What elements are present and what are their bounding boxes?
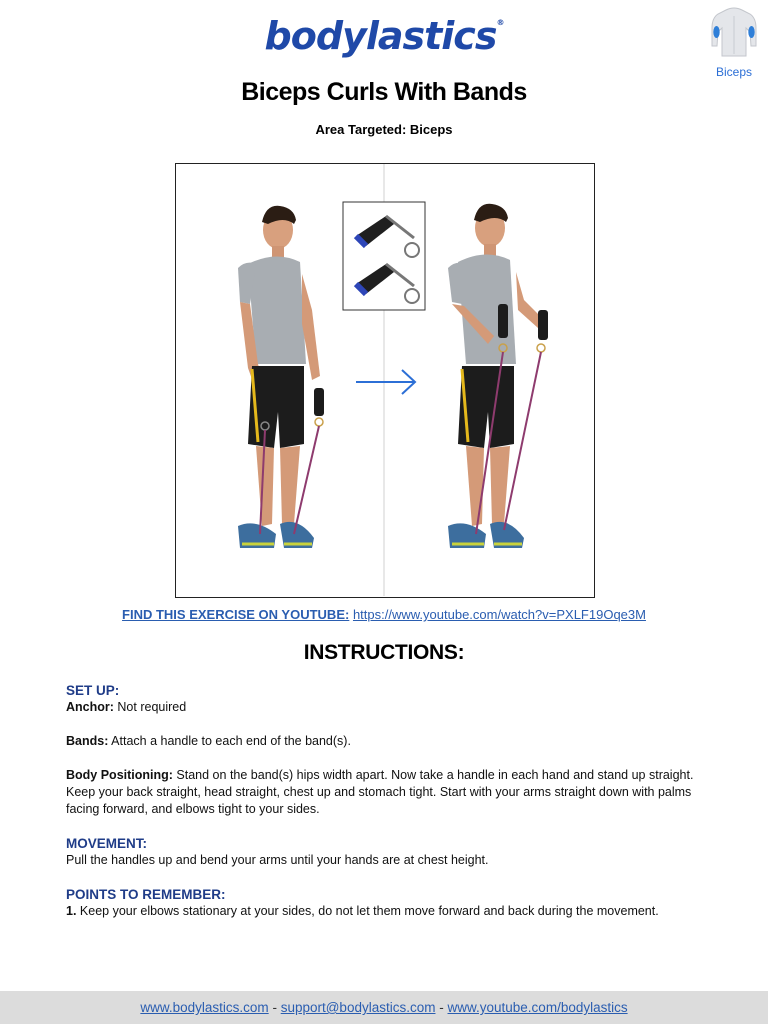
body-positioning-line: [66, 767, 716, 818]
exercise-illustration: [176, 164, 593, 596]
point-number: 1.: [66, 904, 77, 918]
youtube-line: [0, 607, 768, 622]
band-handles-inset: [343, 202, 425, 310]
brand-logo: [0, 14, 768, 58]
anchor-line: [66, 699, 716, 716]
body-positioning-text: Stand on the band(s) hips width apart. Now take a handle in each hand and stand up straight. Keep your back straight, head straight, chest up and stomach tight. Start with your arms straight down with palms facing forward, and elbows tight to your sides.: [66, 768, 694, 816]
setup-heading: SET UP:: [66, 683, 120, 698]
anchor-text: Not required: [117, 700, 187, 714]
right-arrow-icon: [356, 370, 415, 394]
muscle-badge: [710, 6, 758, 79]
point-item: [66, 903, 716, 920]
youtube-url-link[interactable]: https://www.youtube.com/watch?v=PXLF19Oqe3M: [352, 607, 646, 622]
footer-youtube-link[interactable]: www.youtube.com/bodylastics: [447, 1000, 628, 1015]
footer-email-link[interactable]: support@bodylastics.com: [280, 1000, 436, 1015]
page-title: Biceps Curls With Bands: [241, 78, 527, 106]
footer-website-link[interactable]: www.bodylastics.com: [140, 1000, 269, 1015]
muscle-label: Biceps: [715, 65, 753, 79]
point-text: Keep your elbows stationary at your sides, do not let them move forward and back during the movement.: [79, 904, 659, 918]
instructions-heading: INSTRUCTIONS:: [303, 641, 465, 664]
figure-curl-up: [448, 204, 548, 548]
bands-line: [66, 733, 716, 750]
logo-text: bodylastics: [264, 14, 497, 58]
footer: [0, 991, 768, 1024]
bands-label: Bands:: [66, 734, 109, 748]
points-heading: POINTS TO REMEMBER:: [66, 887, 226, 902]
registered-mark: ®: [496, 18, 504, 27]
body-positioning-label: Body Positioning:: [66, 768, 173, 782]
anchor-label: Anchor:: [66, 700, 114, 714]
movement-text: Pull the handles up and bend your arms until your hands are at chest height.: [66, 853, 489, 867]
area-targeted: Area Targeted: Biceps: [315, 122, 453, 137]
bands-text: Attach a handle to each end of the band(s).: [111, 734, 351, 748]
footer-separator: -: [272, 1000, 277, 1015]
footer-separator: -: [439, 1000, 444, 1015]
torso-biceps-icon: [710, 6, 758, 62]
youtube-label-link[interactable]: FIND THIS EXERCISE ON YOUTUBE:: [122, 607, 350, 622]
exercise-figure: [175, 163, 595, 598]
instructions-content: [66, 682, 716, 920]
movement-heading: MOVEMENT:: [66, 836, 147, 851]
figure-arms-down: [238, 206, 324, 548]
